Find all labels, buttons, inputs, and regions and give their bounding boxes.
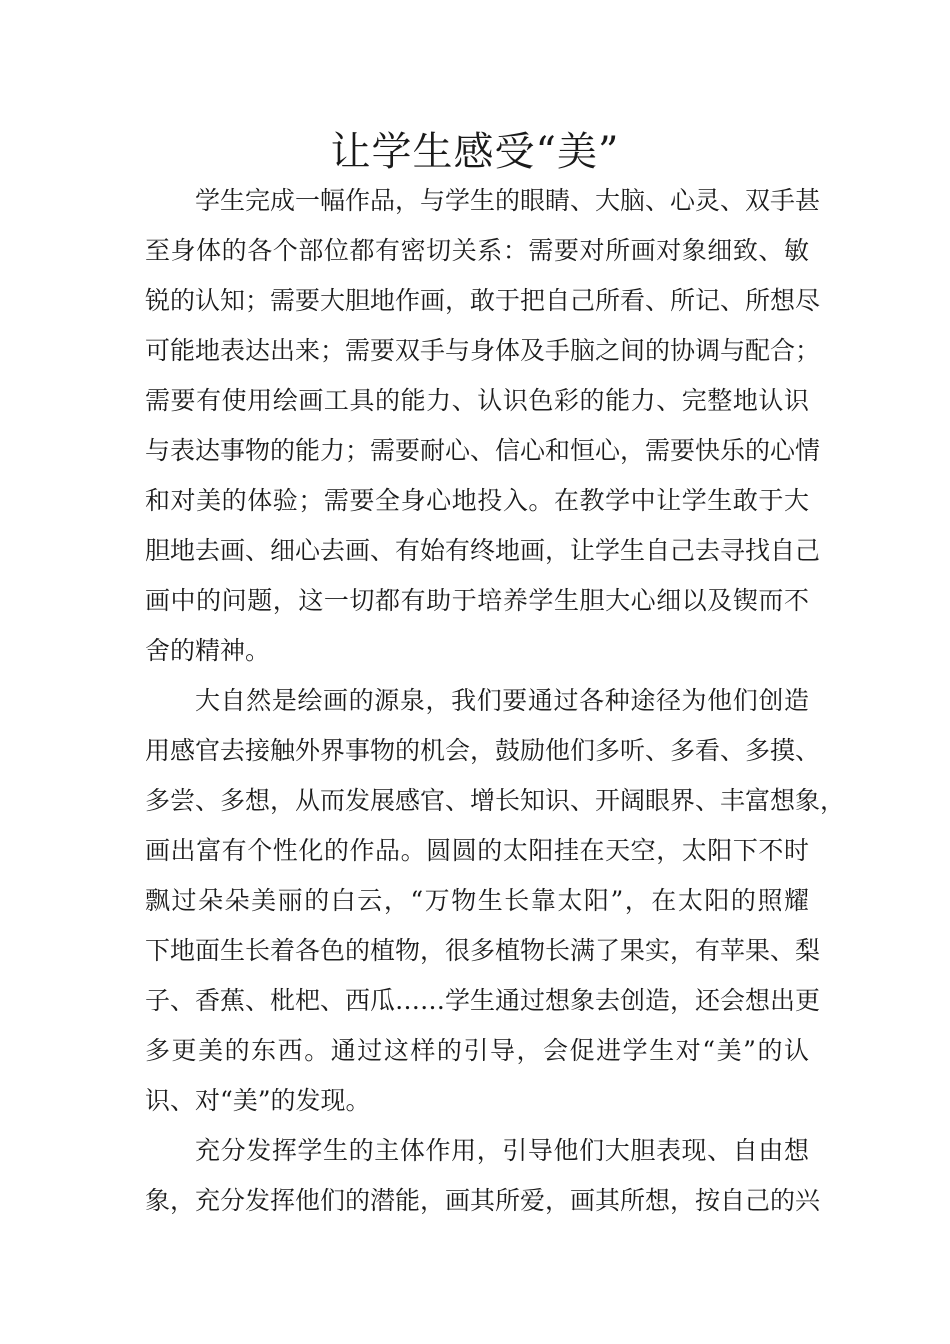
text-line: 充分发挥学生的主体作用，引导他们大胆表现、自由想 [195, 1136, 809, 1165]
document-body [145, 176, 846, 1226]
text-line: 子、香蕉、枇杷、西瓜……学生通过想象去创造，还会想出更 [145, 986, 821, 1015]
text-line: 可能地表达出来；需要双手与身体及手脑之间的协调与配合； [145, 336, 821, 365]
text-line: 识、对“美”的发现。 [145, 1086, 371, 1115]
text-line: 多尝、多想，从而发展感官、增长知识、开阔眼界、丰富想象， [145, 786, 846, 815]
text-line: 胆地去画、细心去画、有始有终地画，让学生自己去寻找自己 [145, 536, 821, 565]
text-line: 学生完成一幅作品，与学生的眼睛、大脑、心灵、双手甚 [195, 186, 821, 215]
paragraph-3 [145, 1126, 821, 1226]
text-line: 用感官去接触外界事物的机会，鼓励他们多听、多看、多摸、 [145, 736, 821, 765]
text-line: 和对美的体验；需要全身心地投入。在教学中让学生敢于大 [145, 486, 809, 515]
text-line: 下地面生长着各色的植物，很多植物长满了果实，有苹果、梨 [145, 936, 821, 965]
text-line: 至身体的各个部位都有密切关系：需要对所画对象细致、敏 [145, 236, 809, 265]
text-line: 舍的精神。 [145, 636, 271, 665]
text-line: 飘过朵朵美丽的白云，“万物生长靠太阳”，在太阳的照耀 [145, 886, 809, 915]
paragraph-2 [145, 676, 846, 1126]
document-title: 让学生感受“美” [330, 129, 620, 175]
text-line: 与表达事物的能力；需要耐心、信心和恒心，需要快乐的心情 [145, 436, 821, 465]
text-line: 画中的问题，这一切都有助于培养学生胆大心细以及锲而不 [145, 586, 809, 615]
text-line: 需要有使用绘画工具的能力、认识色彩的能力、完整地认识 [145, 386, 809, 415]
text-line: 锐的认知；需要大胆地作画，敢于把自己所看、所记、所想尽 [145, 286, 821, 315]
text-line: 画出富有个性化的作品。圆圆的太阳挂在天空，太阳下不时 [145, 836, 809, 865]
paragraph-1 [145, 176, 821, 676]
text-line: 象，充分发挥他们的潜能，画其所爱，画其所想，按自己的兴 [145, 1186, 821, 1215]
text-line: 大自然是绘画的源泉，我们要通过各种途径为他们创造 [195, 686, 809, 715]
text-line: 多更美的东西。通过这样的引导，会促进学生对“美”的认 [145, 1036, 809, 1065]
